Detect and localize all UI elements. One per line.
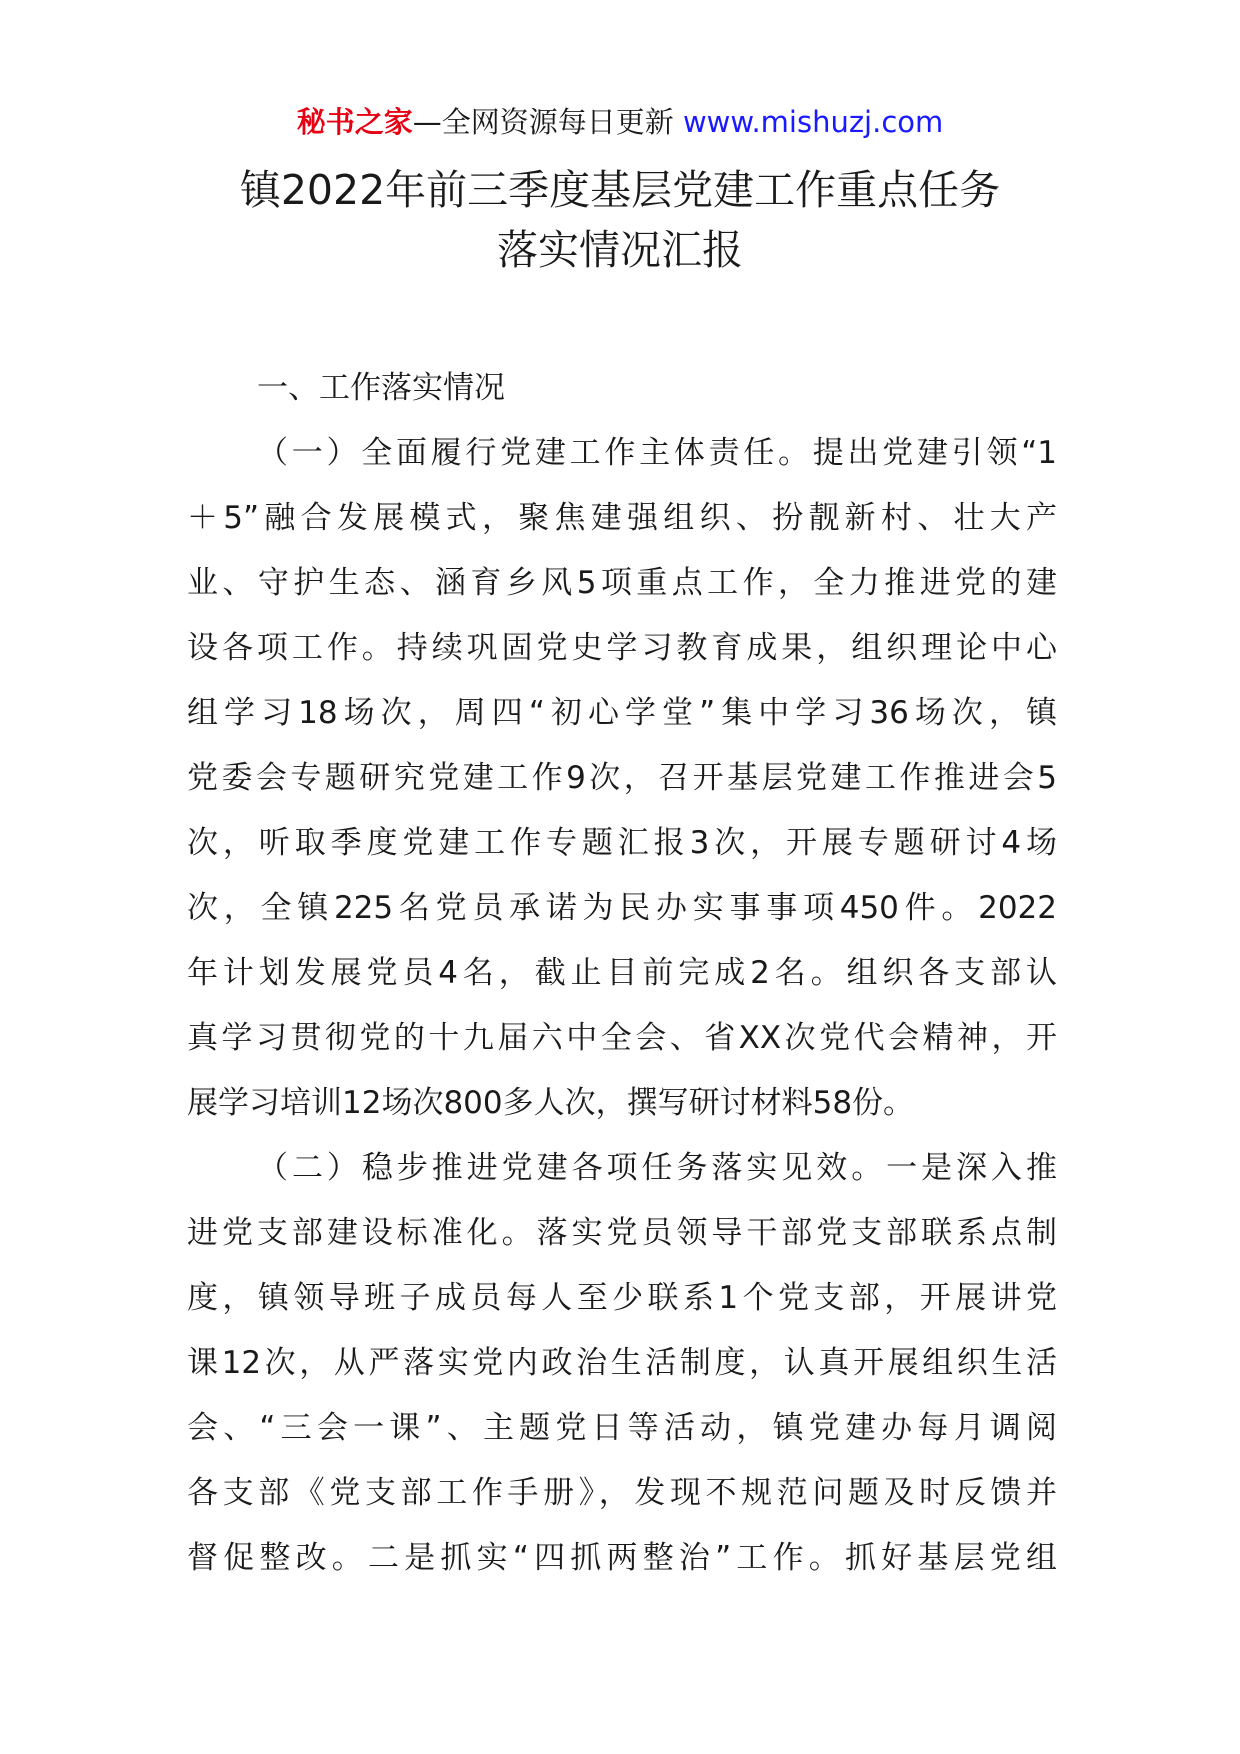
paragraph-line: 次，听取季度党建工作专题汇报3次，开展专题研讨4场 [187, 825, 1057, 861]
brand-name: 秘书之家 [296, 105, 413, 139]
paragraph-line: （二）稳步推进党建各项任务落实见效。一是深入推 [257, 1150, 1057, 1186]
paragraph-2 [187, 1136, 1057, 1591]
paragraph-line: 督促整改。二是抓实“四抓两整治”工作。抓好基层党组 [187, 1540, 1057, 1576]
title-line-1: 镇2022年前三季度基层党建工作重点任务 [239, 166, 1001, 214]
paragraph-line: 组学习18场次，周四“初心学堂”集中学习36场次，镇 [187, 695, 1057, 731]
paragraph-line: 课12次，从严落实党内政治生活制度，认真开展组织生活 [187, 1345, 1057, 1381]
site-header [0, 102, 1240, 142]
paragraph-line: 次，全镇225名党员承诺为民办实事事项450件。2022 [187, 890, 1057, 926]
paragraph-line: 党委会专题研究党建工作9次，召开基层党建工作推进会5 [187, 760, 1057, 796]
paragraph-line: 会、“三会一课”、主题党日等活动，镇党建办每月调阅 [187, 1410, 1057, 1446]
document-title [160, 160, 1080, 280]
paragraph-line: 真学习贯彻党的十九届六中全会、省XX次党代会精神，开 [187, 1020, 1057, 1056]
document-body [187, 356, 1057, 1591]
paragraph-line: 进党支部建设标准化。落实党员领导干部党支部联系点制 [187, 1215, 1057, 1251]
paragraph-line: 各支部《党支部工作手册》，发现不规范问题及时反馈并 [187, 1475, 1057, 1511]
site-url-link[interactable]: www.mishuzj.com [682, 105, 944, 139]
paragraph-line: 展学习培训12场次800多人次，撰写研讨材料58份。 [187, 1085, 915, 1121]
paragraph-line: 业、守护生态、涵育乡风5项重点工作，全力推进党的建 [187, 565, 1057, 601]
header-slogan: —全网资源每日更新 [412, 105, 674, 139]
paragraph-line: 年计划发展党员4名，截止目前完成2名。组织各支部认 [187, 955, 1057, 991]
paragraph-line: （一）全面履行党建工作主体责任。提出党建引领“1 [257, 435, 1057, 471]
paragraph-line: ＋5”融合发展模式，聚焦建强组织、扮靓新村、壮大产 [187, 500, 1057, 536]
paragraph-line: 设各项工作。持续巩固党史学习教育成果，组织理论中心 [187, 630, 1057, 666]
paragraph-1 [187, 421, 1057, 1136]
title-line-2: 落实情况汇报 [497, 226, 743, 274]
paragraph-line: 度，镇领导班子成员每人至少联系1个党支部，开展讲党 [187, 1280, 1057, 1316]
section-heading: 一、工作落实情况 [257, 370, 505, 406]
